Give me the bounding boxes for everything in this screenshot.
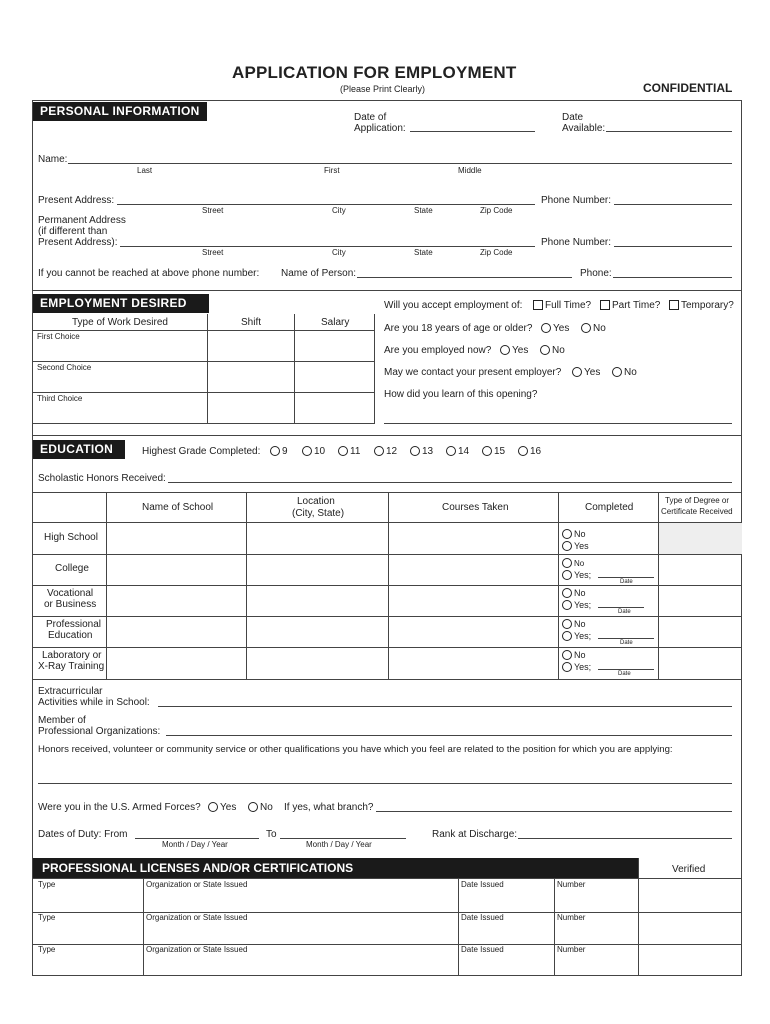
grid-line [32,492,742,493]
permanent-street-caption: Street [202,248,224,257]
grid-line [32,616,742,617]
dates-of-duty-label: Dates of Duty: From [38,829,128,840]
present-address-field[interactable] [117,204,535,205]
salary-header: Salary [321,317,350,328]
present-street-caption: Street [202,206,224,215]
radio-circle[interactable] [562,619,572,629]
license-date-2: Date Issued [461,913,504,922]
grid-line [32,679,742,680]
second-choice-label: Second Choice [37,363,92,372]
vocational-row-label-1: Vocational [47,588,94,599]
professional-no-radio[interactable] [562,619,586,629]
college-date-caption: Date [620,579,633,585]
vocational-yes-radio[interactable] [562,600,591,610]
contact-phone-field[interactable] [613,277,732,278]
personal-info-header: PERSONAL INFORMATION [33,102,207,121]
radio-circle[interactable] [410,446,420,456]
rank-label: Rank at Discharge: [432,829,518,840]
vocational-row-label-2: or Business [44,599,97,610]
date-of-application-label-1: Date of [354,112,387,123]
education-header: EDUCATION [33,440,125,459]
laboratory-date-field[interactable] [598,669,654,670]
education-table [32,492,742,680]
professional-row-label-1: Professional [46,619,102,630]
extracurricular-field[interactable] [158,706,732,707]
permanent-address-label-1: Permanent Address [38,215,126,226]
professional-row-label-2: Education [48,630,93,641]
radio-label: No [552,345,565,356]
radio-label: Yes [574,541,589,551]
rank-field[interactable] [518,838,732,839]
shaded-cell [659,523,742,554]
employed-question: Are you employed now? [384,345,492,356]
grade-radio-9[interactable] [270,446,288,457]
radio-label: No [593,323,606,334]
completed-header: Completed [585,502,634,513]
radio-label: Yes [553,323,570,334]
vocational-date-caption: Date [618,609,631,615]
grid-line [554,878,555,976]
grade-label: 14 [458,446,470,457]
grade-label: 15 [494,446,506,457]
member-label-1: Member of [38,715,86,726]
permanent-zip-caption: Zip Code [480,248,513,257]
to-label: To [266,829,277,840]
duty-to-caption: Month / Day / Year [306,840,372,849]
grid-line [32,585,742,586]
member-field[interactable] [166,735,732,736]
radio-circle[interactable] [562,650,572,660]
degree-header-2: Certificate Received [661,507,733,516]
professional-date-caption: Date [620,640,633,646]
grade-radio-14[interactable] [446,446,469,457]
grid-line [388,492,389,680]
permanent-phone-number-label: Phone Number: [541,237,612,248]
present-address-label: Present Address: [38,195,115,206]
first-choice-label: First Choice [37,332,80,341]
contact-yes-radio[interactable] [572,367,600,378]
radio-circle[interactable] [518,446,528,456]
grade-label: 16 [530,446,542,457]
page-title: APPLICATION FOR EMPLOYMENT [232,63,517,82]
radio-circle[interactable] [248,802,258,812]
radio-circle[interactable] [338,446,348,456]
professional-date-field[interactable] [598,638,654,639]
radio-label: Yes [220,802,237,813]
radio-circle[interactable] [500,345,510,355]
age-question: Are you 18 years of age or older? [384,323,533,334]
radio-circle[interactable] [302,446,312,456]
radio-circle[interactable] [562,662,572,672]
age-yes-radio[interactable] [541,323,569,334]
license-type-3: Type [38,945,56,954]
present-city-caption: City [332,206,346,215]
grade-radio-12[interactable] [374,446,397,457]
member-label-2: Professional Organizations: [38,726,161,737]
grade-label: 13 [422,446,434,457]
checkbox[interactable] [669,300,679,310]
shift-header: Shift [241,317,262,328]
vocational-no-radio[interactable] [562,588,586,598]
college-date-field[interactable] [598,577,654,578]
temporary-option[interactable] [669,300,734,311]
verified-header: Verified [672,864,706,875]
date-of-application-label-2: Application: [354,123,406,134]
courses-header: Courses Taken [442,502,509,513]
date-available-label-2: Available: [562,123,606,134]
grade-label: 12 [386,446,398,457]
first-name-caption: First [324,166,340,175]
degree-header-1: Type of Degree or [665,496,730,505]
radio-circle[interactable] [540,345,550,355]
radio-label: Yes; [574,570,592,580]
radio-label: Yes [512,345,529,356]
grade-radio-10[interactable] [302,446,325,457]
radio-circle[interactable] [562,541,572,551]
professional-yes-radio[interactable] [562,631,591,641]
grid-line [32,912,742,913]
grade-label: 10 [314,446,326,457]
honors-received-label: Honors received, volunteer or community service or other qualifications you have which you feel are related to the position for which you are applying: [38,744,673,755]
middle-name-caption: Middle [458,166,482,175]
grid-line [458,878,459,976]
radio-label: No [574,588,586,598]
laboratory-date-caption: Date [618,671,631,677]
temporary-label: Temporary? [681,300,734,311]
radio-label: No [574,619,586,629]
hs-no-radio[interactable] [562,529,586,539]
extracurricular-label-2: Activities while in School: [38,697,150,708]
unreachable-label: If you cannot be reached at above phone number: [38,268,260,279]
name-label: Name: [38,154,68,165]
hs-yes-radio[interactable] [562,541,589,551]
radio-circle[interactable] [562,529,572,539]
age-no-radio[interactable] [581,323,606,334]
third-choice-label: Third Choice [37,394,83,403]
laboratory-yes-radio[interactable] [562,662,591,672]
duty-to-field[interactable] [280,838,406,839]
contact-phone-label: Phone: [580,268,612,279]
permanent-phone-number-field[interactable] [614,246,732,247]
radio-circle[interactable] [270,446,280,456]
branch-label: If yes, what branch? [284,802,374,813]
duty-from-caption: Month / Day / Year [162,840,228,849]
grid-line [143,878,144,976]
employment-desired-header: EMPLOYMENT DESIRED [33,294,209,313]
license-type-2: Type [38,913,56,922]
radio-label: No [574,559,585,568]
license-number-3: Number [557,945,586,954]
employed-no-radio[interactable] [540,345,565,356]
armed-no-radio[interactable] [248,802,273,813]
grade-label: 11 [350,446,361,457]
date-of-application-field[interactable] [410,131,535,132]
location-header-1: Location [297,496,335,507]
radio-circle[interactable] [374,446,384,456]
license-org-3: Organization or State Issued [146,945,248,954]
date-available-field[interactable] [606,131,732,132]
radio-label: No [574,529,586,539]
contact-no-radio[interactable] [612,367,637,378]
full-time-option[interactable] [533,300,591,311]
employed-yes-radio[interactable] [500,345,528,356]
radio-circle[interactable] [562,600,572,610]
part-time-label: Part Time? [612,300,661,311]
grid-line [558,492,559,680]
divider [32,435,742,436]
permanent-address-field[interactable] [120,246,535,247]
college-row-label: College [55,563,89,574]
checkbox[interactable] [533,300,543,310]
radio-label: No [574,650,586,660]
license-date-1: Date Issued [461,880,504,889]
grade-radio-13[interactable] [410,446,433,457]
armed-yes-radio[interactable] [208,802,236,813]
grid-line [33,330,375,331]
license-number-1: Number [557,880,586,889]
name-field[interactable] [68,163,732,164]
license-org-1: Organization or State Issued [146,880,248,889]
name-of-person-field[interactable] [357,277,572,278]
phone-number-field[interactable] [614,204,732,205]
grid-line [32,944,742,945]
radio-circle[interactable] [208,802,218,812]
present-state-caption: State [414,206,433,215]
divider [32,290,742,291]
grid-line [32,554,742,555]
grade-radio-11[interactable] [338,446,360,457]
radio-circle[interactable] [612,367,622,377]
high-school-row-label: High School [44,532,98,543]
radio-label: Yes; [574,662,592,672]
honors-received-field[interactable] [38,783,732,784]
license-type-1: Type [38,880,56,889]
checkbox[interactable] [600,300,610,310]
grid-line [33,361,375,362]
radio-circle[interactable] [562,631,572,641]
radio-circle[interactable] [562,588,572,598]
radio-label: Yes [584,367,601,378]
vocational-date-field[interactable] [598,607,644,608]
radio-circle[interactable] [581,323,591,333]
phone-number-label: Phone Number: [541,195,612,206]
grid-line [32,647,742,648]
extracurricular-label-1: Extracurricular [38,686,103,697]
full-time-label: Full Time? [545,300,592,311]
grade-radio-15[interactable] [482,446,505,457]
radio-circle[interactable] [446,446,456,456]
highest-grade-label: Highest Grade Completed: [142,446,261,457]
name-of-person-label: Name of Person: [281,268,357,279]
licenses-table [32,858,742,976]
grade-radio-16[interactable] [518,446,541,457]
radio-circle[interactable] [562,570,572,580]
permanent-state-caption: State [414,248,433,257]
scholastic-honors-field[interactable] [168,482,732,483]
radio-circle[interactable] [482,446,492,456]
part-time-option[interactable] [600,300,660,311]
permanent-city-caption: City [332,248,346,257]
grid-line [106,492,107,680]
permanent-address-label-3: Present Address): [38,237,118,248]
radio-circle[interactable] [541,323,551,333]
radio-circle[interactable] [572,367,582,377]
college-yes-radio[interactable] [562,570,591,580]
type-of-work-header: Type of Work Desired [72,317,168,328]
laboratory-row-label-1: Laboratory or [42,650,102,661]
grade-label: 9 [282,446,288,457]
radio-label: Yes; [574,600,592,610]
branch-field[interactable] [376,811,732,812]
radio-label: No [624,367,637,378]
grid-line [658,492,659,680]
present-zip-caption: Zip Code [480,206,513,215]
duty-from-field[interactable] [135,838,259,839]
school-name-header: Name of School [142,502,214,513]
grid-line [33,423,375,424]
location-header-2: (City, State) [292,508,345,519]
last-name-caption: Last [137,166,153,175]
licenses-header: PROFESSIONAL LICENSES AND/OR CERTIFICATIONS [42,861,354,875]
learn-of-opening-question: How did you learn of this opening? [384,389,538,400]
radio-label: No [260,802,273,813]
accept-employment-question: Will you accept employment of: [384,300,523,311]
laboratory-no-radio[interactable] [562,650,586,660]
confidential-label: CONFIDENTIAL [643,81,733,95]
license-date-3: Date Issued [461,945,504,954]
license-org-2: Organization or State Issued [146,913,248,922]
armed-forces-question: Were you in the U.S. Armed Forces? [38,802,201,813]
subtitle: (Please Print Clearly) [340,84,426,94]
learn-of-opening-field[interactable] [384,423,732,424]
grid-line [32,878,742,879]
radio-circle[interactable] [562,558,572,568]
license-number-2: Number [557,913,586,922]
permanent-address-label-2: (if different than [38,226,108,237]
grid-line [33,392,375,393]
date-available-label-1: Date [562,112,584,123]
laboratory-row-label-2: X-Ray Training [38,661,105,672]
grid-line [32,522,742,523]
contact-employer-question: May we contact your present employer? [384,367,562,378]
scholastic-honors-label: Scholastic Honors Received: [38,473,166,484]
grid-line [246,492,247,680]
college-no-radio[interactable] [562,558,584,568]
radio-label: Yes; [574,631,592,641]
grid-line [638,858,639,976]
